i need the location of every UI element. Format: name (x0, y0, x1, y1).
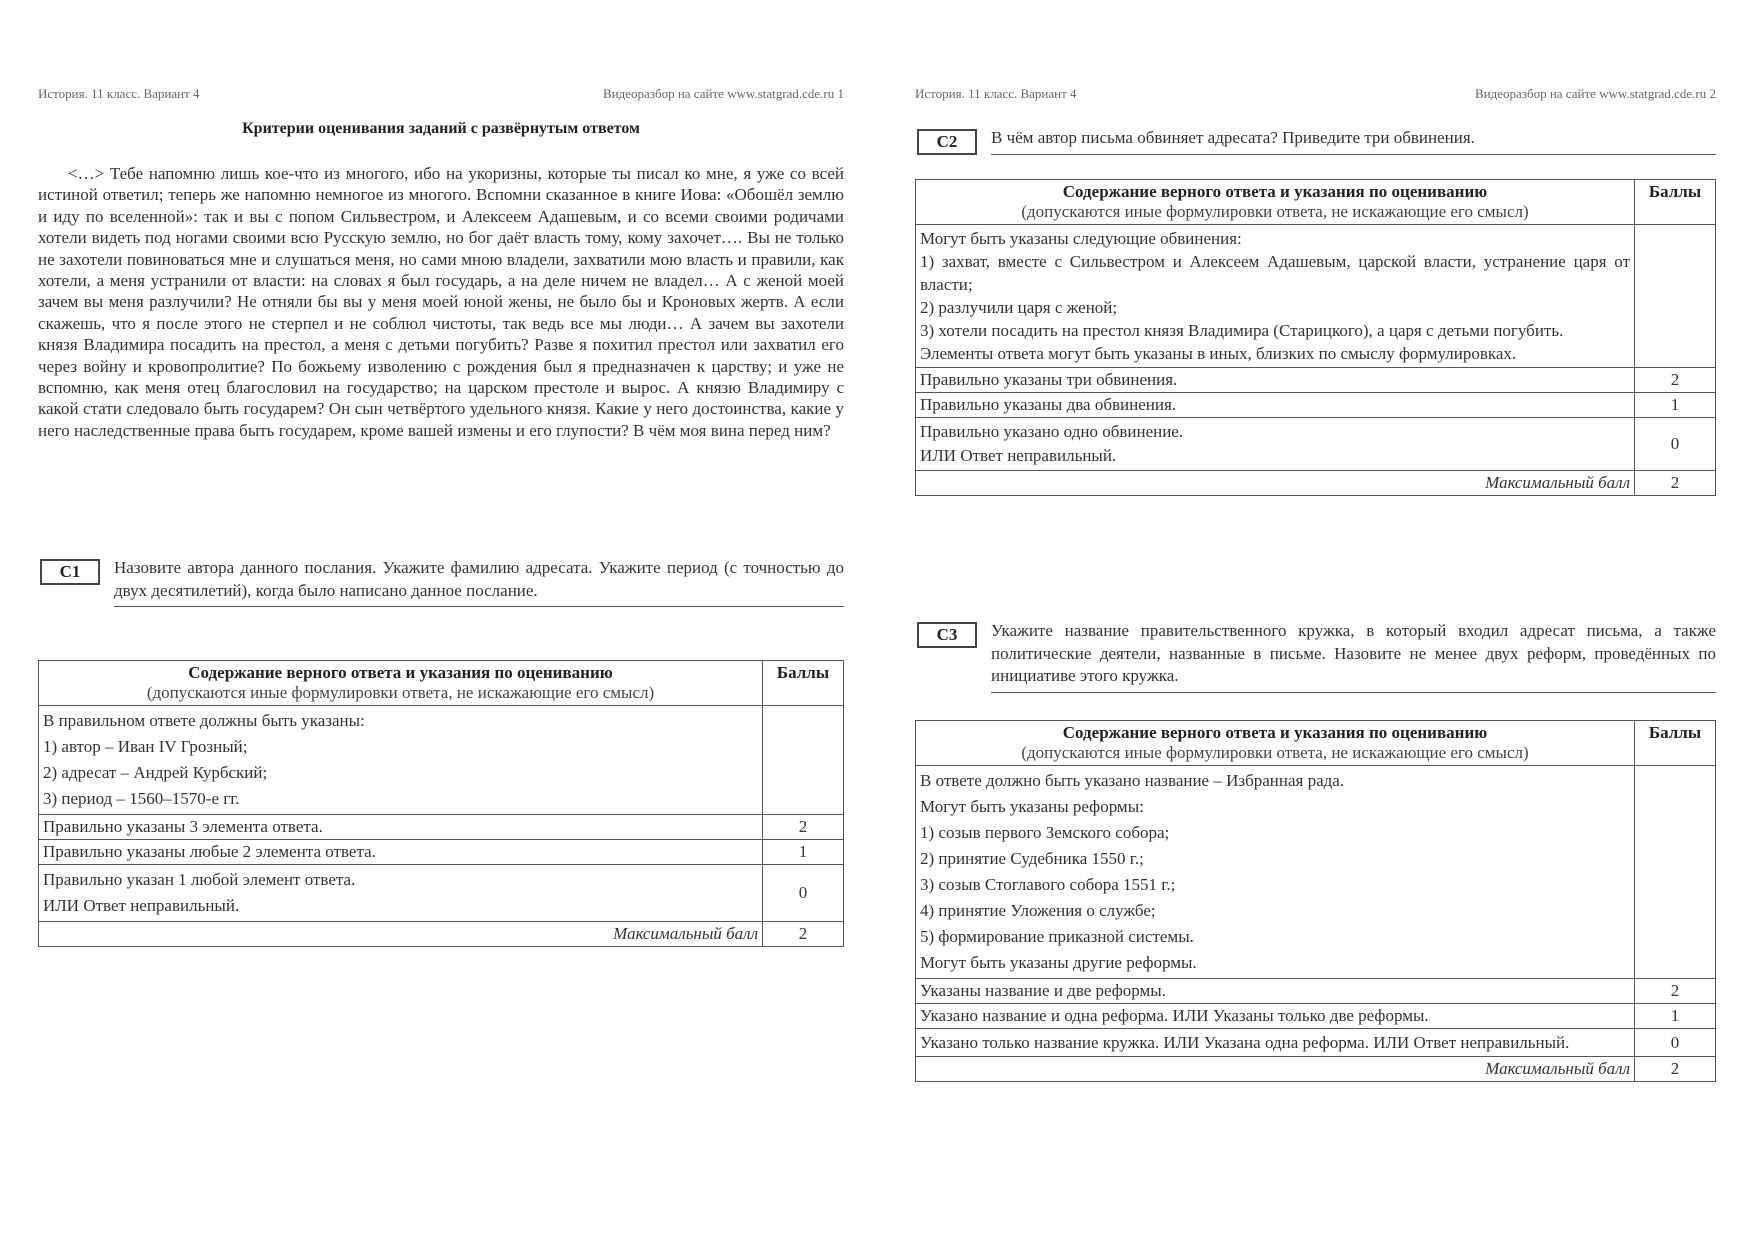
content-line: 1) созыв первого Земского собора; (920, 823, 1170, 842)
table-row (916, 393, 1716, 418)
content-line: 5) формирование приказной системы. (920, 927, 1194, 946)
content-line: 3) период – 1560–1570-е гг. (43, 789, 240, 808)
max-score-label: Максимальный балл (39, 922, 763, 947)
criterion-points: 0 (1635, 418, 1716, 471)
max-score-label: Максимальный балл (916, 1057, 1635, 1082)
content-line: 2) принятие Судебника 1550 г.; (920, 849, 1144, 868)
table-row (916, 1004, 1716, 1029)
header-main-text: Содержание верного ответа и указания по оцениванию (188, 663, 613, 682)
table-row (39, 840, 844, 865)
header-left-text: История. 11 класс. Вариант 4 (38, 86, 200, 101)
table-row (916, 368, 1716, 393)
content-line: 1) автор – Иван IV Грозный; (43, 737, 248, 756)
question-label-box: C3 (917, 622, 977, 648)
empty-points-cell (1635, 766, 1716, 979)
content-line: 2) адресат – Андрей Курбский; (43, 763, 268, 782)
header-right-text: Видеоразбор на сайте www.statgrad.cde.ru 2 (1475, 86, 1716, 101)
header-sub-text: (допускаются иные формулировки ответа, не искажающие его смысл) (146, 683, 655, 702)
criterion-points: 0 (763, 865, 844, 922)
max-score-value: 2 (1635, 1057, 1716, 1082)
answer-content-cell (916, 766, 1635, 979)
table-header-content (916, 721, 1635, 766)
criterion-text: Указаны название и две реформы. (916, 979, 1635, 1004)
content-line: Могут быть указаны другие реформы. (920, 953, 1197, 972)
criterion-text: Правильно указано одно обвинение. ИЛИ Ответ неправильный. (916, 418, 1635, 471)
table-row (39, 815, 844, 840)
criterion-text: Указано только название кружка. ИЛИ Указана одна реформа. ИЛИ Ответ неправильный. (916, 1029, 1635, 1057)
criterion-points: 2 (1635, 979, 1716, 1004)
content-line: 3) созыв Стоглавого собора 1551 г.; (920, 875, 1176, 894)
question-label-box: C2 (917, 129, 977, 155)
criterion-points: 0 (1635, 1029, 1716, 1057)
content-line: Элементы ответа могут быть указаны в иных, близких по смыслу формулировках. (920, 344, 1517, 363)
right-page (915, 0, 1716, 1239)
max-score-row (916, 471, 1716, 496)
content-line: 4) принятие Уложения о службе; (920, 901, 1156, 920)
criteria-table-c1 (38, 660, 844, 947)
question-text: В чём автор письма обвиняет адресата? Приведите три обвинения. (991, 127, 1716, 155)
question-c3 (915, 620, 1716, 692)
table-header-points: Баллы (763, 661, 844, 706)
question-c1 (38, 557, 844, 629)
criteria-table-c3 (915, 720, 1716, 1082)
table-row (916, 418, 1716, 471)
table-content-row (39, 706, 844, 815)
source-passage: <…> Тебе напомню лишь кое-что из многого, ибо на укоризны, которые ты писал ко мне, я уже со всей истиной ответил; теперь же напомню немногое из многого. Вспомни сказанное в книге Иова: «Обошёл землю и иду по вселенной»: так и вы с попом Сильвестром, и Алексеем Адашевым, и со всеми своими родичами хотели видеть под ногами своими всю Русскую землю, но бог даёт власть тому, кому захочет…. Вы не только не захотели повиноваться мне и слушаться меня, но сами мною владели, захватили мою власть и правили, как хотели, а меня устранили от власти: на словах я был государь, а на деле ничем не владел… А с женой моей зачем вы меня разлучили? Не отняли бы вы у меня моей юной жены, не было бы и Кроновых жертв. А если скажешь, что я после этого не стерпел и не соблюл чистоты, так ведь все мы люди… А зачем вы захотели князя Владимира посадить на престол, а меня с детьми погубить? Разве я похитил престол или захватил его через войну и кровопролитие? По божьему изволению с рождения был я предназначен к царству; и уже не вспомню, как меня отец благословил на государство; на царском престоле и вырос. А князю Владимиру с какой стати следовало быть государем? Он сын четвёртого удельного князя. Какие у него достоинства, какие у него наследственные права быть государем, кроме вашей измены и его глупости? В чём моя вина перед ним? (38, 164, 844, 440)
content-line: Могут быть указаны следующие обвинения: (920, 229, 1242, 248)
question-label-box: C1 (40, 559, 100, 585)
answer-content-cell (39, 706, 763, 815)
header-main-text: Содержание верного ответа и указания по оцениванию (1062, 723, 1488, 742)
max-score-value: 2 (763, 922, 844, 947)
header-right-text: Видеоразбор на сайте www.statgrad.cde.ru 1 (603, 86, 844, 101)
answer-content-cell (916, 225, 1635, 368)
left-page (38, 0, 844, 1239)
table-row (39, 865, 844, 922)
criterion-points: 2 (763, 815, 844, 840)
criterion-points: 1 (1635, 393, 1716, 418)
content-line: 3) хотели посадить на престол князя Владимира (Старицкого), а царя с детьми погубить. (920, 321, 1564, 340)
table-content-row (916, 225, 1716, 368)
table-header-row (39, 661, 844, 706)
criterion-text: Правильно указаны три обвинения. (916, 368, 1635, 393)
content-line: Могут быть указаны реформы: (920, 797, 1144, 816)
table-content-row (916, 766, 1716, 979)
header-left-text: История. 11 класс. Вариант 4 (915, 86, 1077, 101)
empty-points-cell (763, 706, 844, 815)
criterion-text: Правильно указаны 3 элемента ответа. (39, 815, 763, 840)
content-line: В правильном ответе должны быть указаны: (43, 711, 365, 730)
table-header-points: Баллы (1635, 180, 1716, 225)
empty-points-cell (1635, 225, 1716, 368)
table-header-content (916, 180, 1635, 225)
question-text: Назовите автора данного послания. Укажите фамилию адресата. Укажите период (с точностью до двух десятилетий), когда было написано данное послание. (114, 557, 844, 607)
question-c2 (915, 127, 1716, 157)
header-sub-text: (допускаются иные формулировки ответа, не искажающие его смысл) (1021, 202, 1529, 221)
criterion-points: 1 (763, 840, 844, 865)
table-row (916, 979, 1716, 1004)
criterion-points: 1 (1635, 1004, 1716, 1029)
table-header-row (916, 721, 1716, 766)
page-title: Критерии оценивания заданий с развёрнутым ответом (242, 120, 640, 137)
max-score-value: 2 (1635, 471, 1716, 496)
criteria-table-c2 (915, 179, 1716, 496)
criterion-text: Правильно указаны любые 2 элемента ответа. (39, 840, 763, 865)
content-line: 1) захват, вместе с Сильвестром и Алексеем Адашевым, царской власти, устранение царя от власти; (920, 252, 1630, 294)
criterion-text: Правильно указан 1 любой элемент ответа. ИЛИ Ответ неправильный. (39, 865, 763, 922)
table-header-row (916, 180, 1716, 225)
header-sub-text: (допускаются иные формулировки ответа, не искажающие его смысл) (1021, 743, 1529, 762)
content-line: В ответе должно быть указано название – Избранная рада. (920, 771, 1345, 790)
table-header-points: Баллы (1635, 721, 1716, 766)
max-score-label: Максимальный балл (916, 471, 1635, 496)
max-score-row (916, 1057, 1716, 1082)
criterion-text: Указано название и одна реформа. ИЛИ Указаны только две реформы. (916, 1004, 1635, 1029)
criterion-points: 2 (1635, 368, 1716, 393)
table-row (916, 1029, 1716, 1057)
content-line: 2) разлучили царя с женой; (920, 298, 1118, 317)
criterion-text: Правильно указаны два обвинения. (916, 393, 1635, 418)
max-score-row (39, 922, 844, 947)
header-main-text: Содержание верного ответа и указания по оцениванию (1062, 182, 1488, 201)
table-header-content (39, 661, 763, 706)
question-text: Укажите название правительственного кружка, в который входил адресат письма, а также политические деятели, названные в письме. Назовите не менее двух реформ, проведённых по инициативе этого кружка. (991, 620, 1716, 693)
